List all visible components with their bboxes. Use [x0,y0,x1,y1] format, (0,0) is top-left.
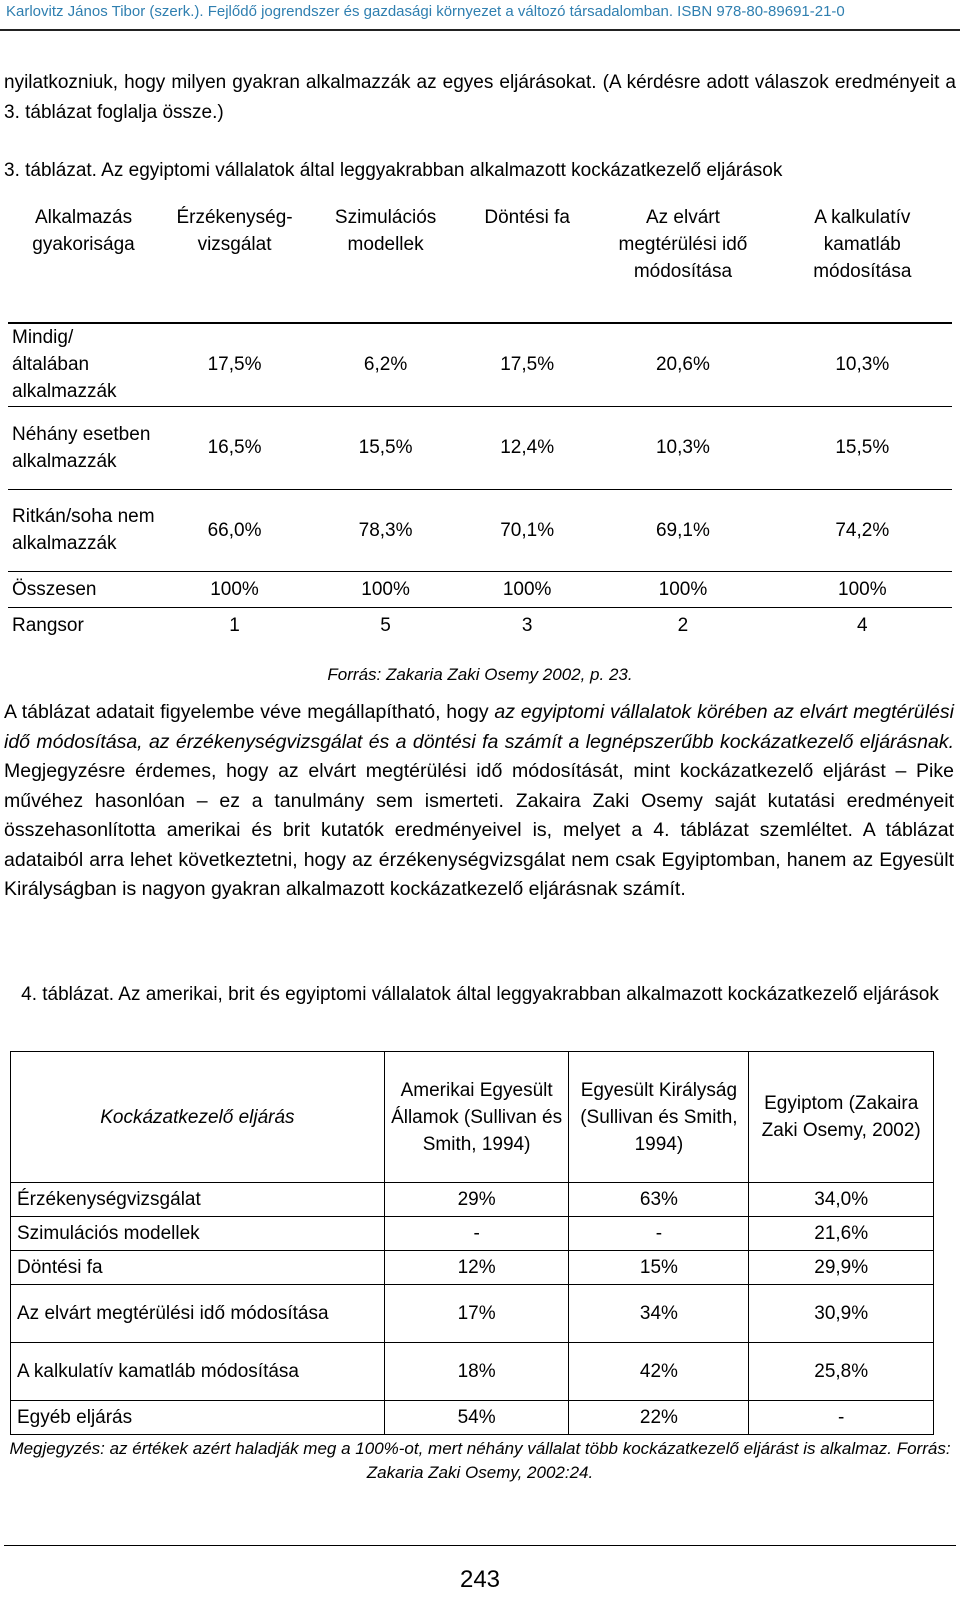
table-row [11,1401,934,1435]
table3-caption: 3. táblázat. Az egyiptomi vállalatok által leggyakrabban alkalmazott kockázatkezelő eljárások [4,160,783,181]
table-cell: 69,1% [655,519,710,541]
row-label: Ritkán/soha nem alkalmazzák [12,506,155,554]
table-row [8,489,952,571]
table-cell: 15% [569,1251,749,1285]
table-cell: 6,2% [363,354,408,376]
table-cell: 12,4% [500,437,555,458]
footer-divider [4,1545,956,1546]
table-cell: 25,8% [749,1343,934,1401]
row-label: Érzékenységvizsgálat [11,1183,385,1217]
row-label: Egyéb eljárás [11,1401,385,1435]
table-cell: 34% [569,1285,749,1343]
table-cell: 18% [384,1343,569,1401]
table4-header-cell: Amerikai Egyesült Államok (Sullivan és Smith, 1994) [384,1052,569,1183]
body-paragraph [4,698,954,905]
table-cell: - [749,1401,934,1435]
table-cell: 22% [569,1401,749,1435]
table3-header-cell: A kalkulatív kamatláb módosítása [813,207,912,282]
table-cell: 17,5% [500,354,555,376]
table-cell: 42% [569,1343,749,1401]
table-cell: - [384,1217,569,1251]
table-row [8,571,952,607]
table-row [11,1183,934,1217]
table-cell: 30,9% [749,1285,934,1343]
running-header: Karlovitz János Tibor (szerk.). Fejlődő jogrendszer és gazdasági környezet a változó társadalomban. ISBN 978-80-89691-21-0 [6,3,845,20]
table-cell: 4 [857,614,868,636]
table-cell: 16,5% [207,437,262,458]
table3-header-cell: Szimulációs modellek [334,207,437,255]
table-row [11,1343,934,1401]
table-cell: 10,3% [655,437,710,458]
page-number: 243 [459,1566,501,1593]
table3-header-row [8,204,952,323]
table-cell: 2 [677,614,689,636]
table-cell: 29% [384,1183,569,1217]
table3 [8,204,952,643]
table-cell: - [569,1217,749,1251]
table3-header-cell: Az elvárt megtérülési idő módosítása [618,207,748,282]
header-divider [0,29,960,31]
table-cell: 54% [384,1401,569,1435]
table4-caption: 4. táblázat. Az amerikai, brit és egyiptomi vállalatok által leggyakrabban alkalmazott kockázatkezelő eljárások [21,984,939,1005]
table-row [8,607,952,643]
row-label: Mindig/ általában alkalmazzák [12,327,117,403]
table-row [8,323,952,406]
table-row [11,1285,934,1343]
table3-source: Forrás: Zakaria Zaki Osemy 2002, p. 23. [327,665,633,684]
table-cell: 29,9% [749,1251,934,1285]
table3-header-cell: Érzékenység-vizsgálat [176,207,293,255]
table-cell: 17,5% [207,354,262,376]
table-cell: 100% [838,578,887,600]
table-row [8,406,952,489]
table-cell: 100% [210,578,259,600]
row-label: Az elvárt megtérülési idő módosítása [11,1285,385,1343]
row-label: Összesen [12,578,97,600]
table-cell: 1 [229,614,240,636]
table-row [11,1217,934,1251]
table-cell: 15,5% [358,437,413,458]
table-cell: 20,6% [655,354,710,376]
table3-header-cell: Döntési fa [484,207,570,228]
table4 [10,1051,934,1435]
table-cell: 17% [384,1285,569,1343]
table-row [11,1251,934,1285]
table-cell: 66,0% [207,519,262,541]
row-label: Néhány esetben alkalmazzák [12,423,151,472]
table-cell: 12% [384,1251,569,1285]
table-cell: 63% [569,1183,749,1217]
table-cell: 78,3% [358,519,413,541]
table-cell: 70,1% [500,519,555,541]
table-cell: 21,6% [749,1217,934,1251]
body-text: Megjegyzésre érdemes, hogy az elvárt megtérülési idő módosítását, mint kockázatkezelő eljárást – Pike művéhez hasonlóan – ez a tanulmány sem ismerteti. Zakaira Zaki Osemy saját kutatási eredményeit összehasonlította amerikai és brit kutatók eredményeivel is, melyet a 4. táblázat szemléltet. A táblázat adataiból arra lehet következtetni, hogy az érzékenységvizsgálat nem csak Egyiptomban, hanem az Egyesült Királyságban is nagyon gyakran alkalmazott kockázatkezelő eljárásnak számít. [4,760,954,900]
table-cell: 74,2% [835,519,890,541]
body-text: A táblázat adatait figyelembe véve megállapítható, hogy [4,701,495,723]
table-cell: 100% [658,578,708,600]
table-cell: 3 [521,614,533,636]
intro-paragraph: nyilatkozniuk, hogy milyen gyakran alkalmazzák az egyes eljárásokat. (A kérdésre adott válaszok eredményeit a 3. táblázat foglalja össze.) [4,72,956,123]
table-cell: 100% [502,578,552,600]
table-cell: 5 [380,614,391,636]
table-cell: 15,5% [835,437,890,458]
table4-header-row [11,1052,934,1183]
row-label: Döntési fa [11,1251,385,1285]
table-cell: 10,3% [835,354,890,376]
table-cell: 100% [361,578,410,600]
row-label: A kalkulatív kamatláb módosítása [11,1343,385,1401]
table4-note: Megjegyzés: az értékek azért haladják meg a 100%-ot, mert néhány vállalat több kockázatkezelő eljárást is alkalmaz. Forrás: Zakaria Zaki Osemy, 2002:24. [9,1439,951,1482]
row-label: Rangsor [12,614,84,636]
table3-header-cell: Alkalmazás gyakorisága [32,207,135,255]
table4-header-cell: Kockázatkezelő eljárás [11,1052,385,1183]
body-text-italic: az egyiptomi vállalatok körében az elvárt megtérülési idő módosítása, az érzékenységvizsgálat és a döntési fa számít a legnépszerűbb kockázatkezelő eljárásnak. [4,701,954,753]
row-label: Szimulációs modellek [11,1217,385,1251]
table4-header-cell: Egyiptom (Zakaira Zaki Osemy, 2002) [749,1052,934,1183]
table4-header-cell: Egyesült Királyság (Sullivan és Smith, 1994) [569,1052,749,1183]
table-cell: 34,0% [749,1183,934,1217]
